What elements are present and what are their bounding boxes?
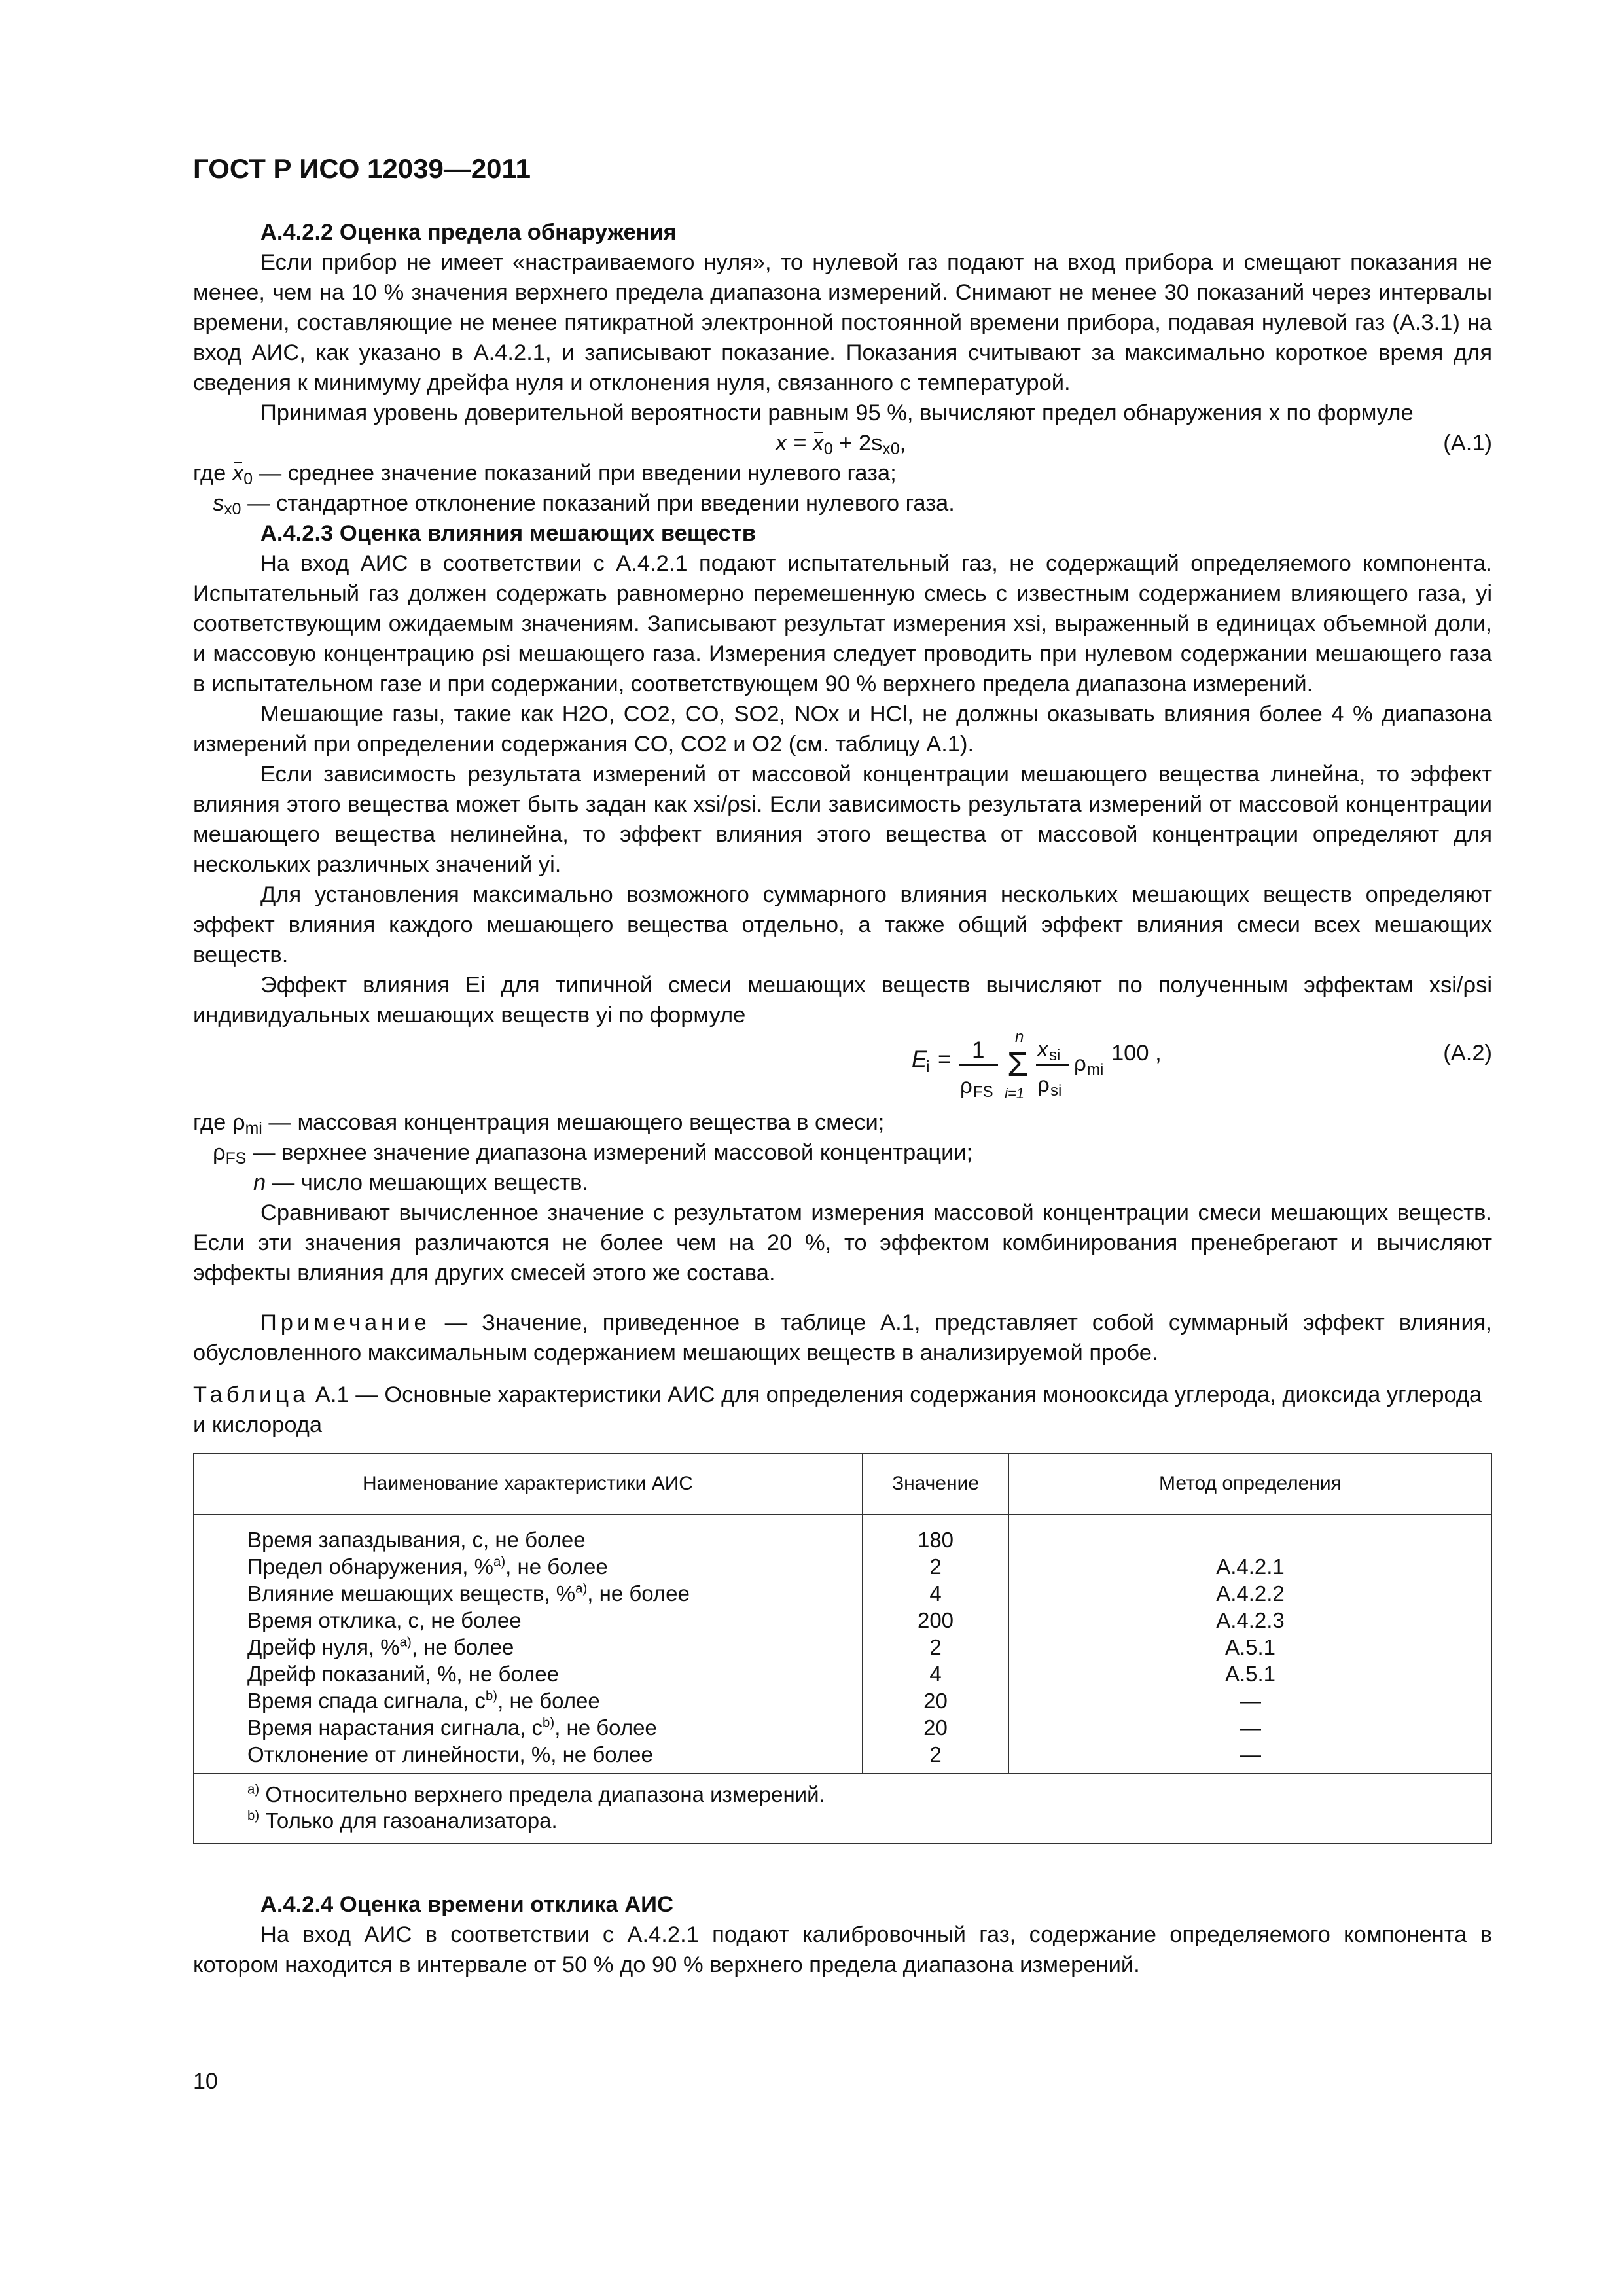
svg-text:ρ: ρ [960, 1073, 972, 1098]
table-cell-value: 200 [917, 1608, 954, 1632]
table-cell-value: 2 [929, 1742, 942, 1767]
where-item-x0: где $x_0$ — среднее значение показаний при введении нулевого газа; [193, 458, 1492, 488]
table-cell-value: 4 [929, 1662, 942, 1686]
table-header-value: Значение [863, 1454, 1009, 1515]
svg-text:mi: mi [1087, 1061, 1104, 1079]
table-row: Влияние мешающих веществ, %$^{а)}$, не более [247, 1581, 690, 1605]
table-footnotes [194, 1774, 1492, 1844]
table-row: Время нарастания сигнала, $с^{b)}$, не более [247, 1715, 657, 1740]
note-label: Примечание [260, 1310, 431, 1335]
table-footnote-a: $^{а)}$ Относительно верхнего предела диапазона измерений. [247, 1782, 825, 1806]
svg-text:1: 1 [972, 1037, 985, 1063]
formula-a2-lhs: E [912, 1047, 927, 1072]
svg-text:i=1: i=1 [1005, 1085, 1024, 1102]
table-row: Отклонение от линейности, %, не более [247, 1742, 653, 1767]
paragraph-a423-3: Если зависимость результата измерений от массовой концентрации мешающего вещества линейна, то эффект влияния этого вещества может быть задан как xsi/ρsi. Если зависимость результата измерений от массовой концентрации мешающего вещества нелинейна, то эффект влияния этого вещества от массовой концентрации определяют для нескольких различных значений yi. [193, 762, 1492, 877]
table-cell-method: А.4.2.2 [1216, 1581, 1285, 1605]
table-cell-value: 20 [923, 1689, 948, 1713]
table-cell-method: А.5.1 [1224, 1662, 1276, 1686]
table-header-method: Метод определения [1009, 1454, 1492, 1515]
table-row: Время отклика, с, не более [247, 1608, 522, 1632]
x-bar-symbol: x [813, 428, 824, 458]
formula-a1-number: (А.1) [1443, 431, 1492, 456]
table-column-methods [1009, 1515, 1492, 1774]
paragraph-a423-2: Мешающие газы, такие как H2O, CO2, CO, SO2, NOx и HCl, не должны оказывать влияния более 4 % диапазона измерений при определении содержания CO, CO2 и O2 (см. таблицу А.1). [193, 702, 1492, 757]
paragraph-a422-2: Принимая уровень доверительной вероятности равным 95 %, вычисляют предел обнаружения x по формуле [260, 401, 1414, 425]
summation-sign: Σ [1007, 1046, 1029, 1084]
section-heading-a424: А.4.2.4 Оценка времени отклика АИС [260, 1892, 673, 1917]
svg-text:i: i [926, 1058, 930, 1076]
table-cell-method: — [1240, 1742, 1261, 1767]
svg-text:ρ: ρ [1074, 1051, 1086, 1075]
where-item-rho-mi: где $\rho_{mi}$ — массовая концентрация мешающего вещества в смеси; [193, 1110, 885, 1138]
table-column-names [194, 1515, 863, 1774]
svg-text:x: x [1037, 1037, 1048, 1061]
document-header: ГОСТ Р ИСО 12039—2011 [193, 153, 531, 184]
formula-a2 [193, 1030, 1492, 1107]
table-footnotes-row [194, 1774, 1492, 1844]
page-number: 10 [193, 2069, 218, 2094]
paragraph-a423-1: На вход АИС в соответствии с А.4.2.1 подают испытательный газ, не содержащий определяемого компонента. Испытательный газ должен содержать равномерно перемешенную смесь с известным содержанием влияющего газа, yi соответствующим ожидаемым значениям. Записывают результат измерения xsi, выраженный в единицах объемной доли, и массовую концентрацию ρsi мешающего газа. Измерения следует проводить при нулевом содержании мешающего газа в испытательном газе и при содержании, соответствующем 90 % верхнего предела диапазона измерений. [193, 551, 1492, 696]
note [193, 1308, 1492, 1368]
table-cell-value: 4 [929, 1581, 942, 1605]
note-text: — Значение, приведенное в таблице А.1, представляет собой суммарный эффект влияния, обусловленного максимальным содержанием мешающих веществ в анализируемой пробе. [193, 1310, 1492, 1365]
paragraph-a423-4: Для установления максимально возможного суммарного влияния нескольких мешающих веществ определяют эффект влияния каждого мешающего вещества отдельно, а также общий эффект влияния смеси всех мешающих веществ. [193, 882, 1492, 967]
svg-text:FS: FS [973, 1083, 993, 1101]
table-cell-value: 20 [923, 1715, 948, 1740]
where-item-n: n — число мешающих веществ. [253, 1170, 589, 1195]
where-item-sx0: $s_{x0}$ — стандартное отклонение показаний при введении нулевого газа. [213, 491, 955, 519]
section-heading-a422: А.4.2.2 Оценка предела обнаружения [260, 220, 677, 245]
svg-text:n: n [1015, 1030, 1024, 1046]
table-cell-method: А.4.2.3 [1216, 1608, 1285, 1632]
formula-a2-number: (А.2) [1443, 1041, 1492, 1066]
table-row: Дрейф показаний, %, не более [247, 1662, 560, 1686]
svg-text:=: = [938, 1047, 952, 1072]
characteristics-table [193, 1453, 1492, 1844]
where-item-rho-fs: $\rho_{FS}$ — верхнее значение диапазона измерений массовой концентрации; [213, 1140, 973, 1168]
svg-text:si: si [1050, 1082, 1062, 1100]
formula-a2-tail: 100 , [1111, 1041, 1162, 1066]
table-cell-value: 180 [917, 1528, 954, 1552]
table-cell-method [1009, 1526, 1491, 1553]
table-cell-method: А.4.2.1 [1216, 1554, 1285, 1579]
formula-a1 [193, 428, 1492, 458]
table-row: Предел обнаружения, %$^{а)}$, не более [247, 1554, 608, 1579]
svg-text:ρ: ρ [1037, 1072, 1050, 1096]
table-header-name: Наименование характеристики АИС [194, 1454, 863, 1515]
table-row: Дрейф нуля, %$^{а)}$, не более [247, 1634, 514, 1659]
table-cell-method: А.5.1 [1224, 1635, 1276, 1659]
formula-a1-expression: $x = x_0 + 2s_{x0}$, [776, 428, 906, 458]
paragraph-a423-5: Эффект влияния Ei для типичной смеси мешающих веществ вычисляют по полученным эффектам xsi/ρsi индивидуальных мешающих веществ yi по формуле [193, 973, 1492, 1028]
svg-text:si: si [1049, 1047, 1061, 1064]
paragraph-a422-1: Если прибор не имеет «настраиваемого нуля», то нулевой газ подают на вход прибора и смещают показания не менее, чем на 10 % значения верхнего предела диапазона измерений. Снимают не менее 30 показаний через интервалы времени, составляющие не менее пятикратной электронной постоянной времени прибора, подавая нулевой газ (А.3.1) на вход АИС, как указано в А.4.2.1, и записывают показание. Показания считывают за максимально короткое время для сведения к минимуму дрейфа нуля и отклонения нуля, связанного с температурой. [193, 250, 1492, 395]
table-cell-value: 2 [929, 1635, 942, 1659]
table-cell-method: — [1240, 1689, 1261, 1713]
table-header-row [194, 1454, 1492, 1515]
table-footnote-b: $^{b)}$ Только для газоанализатора. [247, 1808, 558, 1833]
table-cell-method: — [1240, 1715, 1261, 1740]
table-column-values [863, 1515, 1009, 1774]
paragraph-a424-1: На вход АИС в соответствии с А.4.2.1 подают калибровочный газ, содержание определяемого компонента в котором находится в интервале от 50 % до 90 % верхнего предела диапазона измерений. [193, 1922, 1492, 1977]
paragraph-a423-6: Сравнивают вычисленное значение с результатом измерения массовой концентрации смеси мешающих веществ. Если эти значения различаются не более чем на 20 %, то эффектом комбинирования пренебрегают и вычисляют эффекты влияния для других смесей этого же состава. [193, 1200, 1492, 1285]
table-row: Время спада сигнала, $с^{b)}$, не более [247, 1688, 600, 1713]
table-caption: Таблица А.1 — Основные характеристики АИС для определения содержания монооксида углерода, диоксида углерода и кислорода [193, 1382, 1482, 1437]
table-body-row [194, 1515, 1492, 1774]
table-cell-value: 2 [929, 1554, 942, 1579]
section-heading-a423: А.4.2.3 Оценка влияния мешающих веществ [260, 521, 756, 546]
formula-a2-expression [717, 1030, 1109, 1107]
table-row: Время запаздывания, с, не более [247, 1528, 586, 1552]
